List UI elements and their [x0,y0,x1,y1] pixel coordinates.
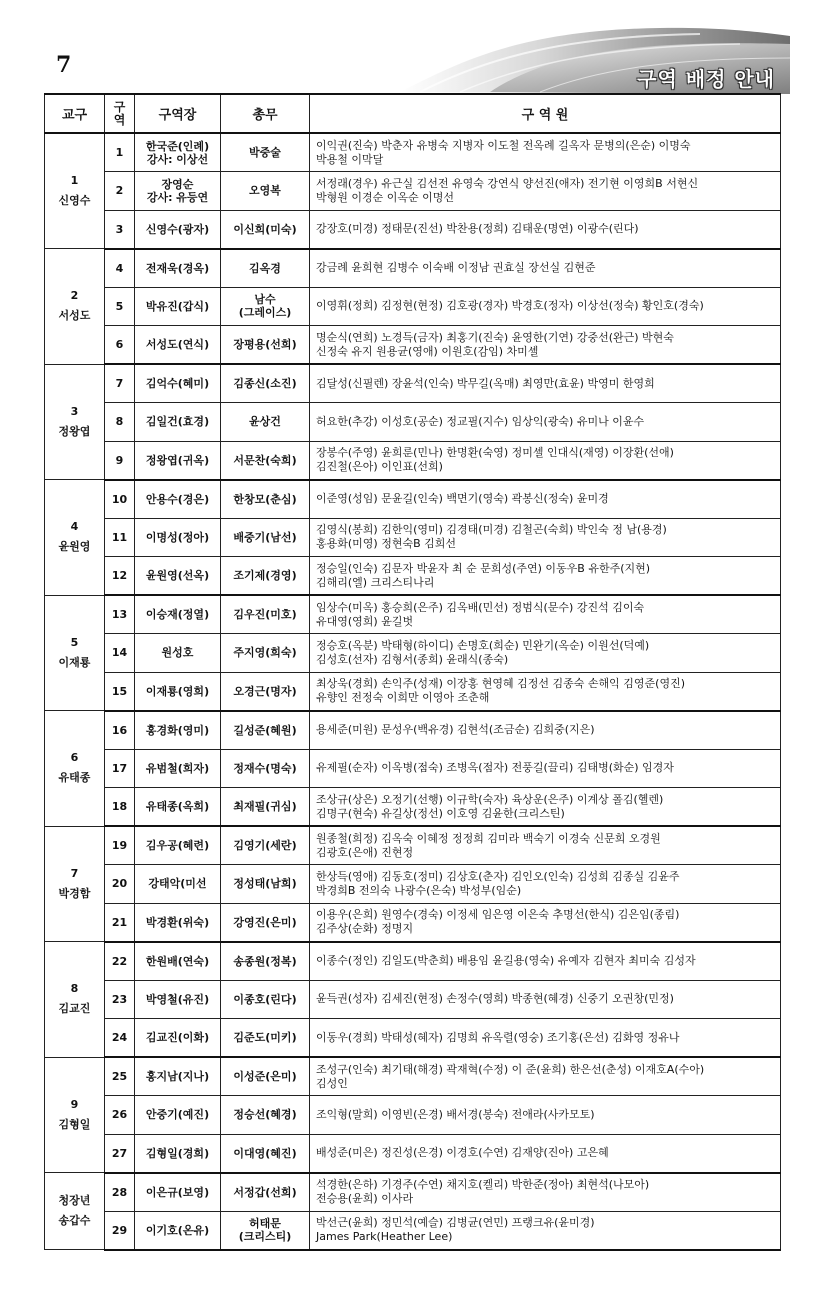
table-row [45,634,781,673]
table-row [45,287,781,326]
leader-cell [135,287,221,326]
leader-line: 이은규(보영) [145,1185,210,1199]
treasurer-line: 김옥경 [249,261,281,275]
treasurer-cell [221,1134,310,1173]
header-parish: 교구 [45,94,105,133]
parish-cell [45,1057,105,1173]
leader-cell [135,210,221,249]
treasurer-line: 오경근(명자) [233,684,297,698]
header-leader: 구역장 [135,94,221,133]
members-line: 한상득(영애) 김동호(정미) 김상호(춘자) 김인오(인숙) 김성희 김종실 김윤주 [316,869,680,883]
treasurer-line: 윤상건 [249,415,281,429]
treasurer-cell [221,1019,310,1058]
leader-cell [135,1019,221,1058]
district-number-cell: 27 [105,1134,135,1173]
members-line: 조익형(말희) 이영빈(은경) 배서경(봉숙) 전애라(사카모토) [316,1107,595,1121]
treasurer-cell [221,133,310,172]
members-cell [310,403,781,442]
leader-cell [135,942,221,981]
members-line: 박선근(윤희) 정민석(예슬) 김병균(연민) 프랭크유(윤미경) [316,1216,595,1229]
table-row [45,249,781,288]
table-row [45,518,781,557]
members-cell [310,172,781,211]
members-cell [310,865,781,904]
members-line: 이용우(은희) 원영수(경숙) 이정세 임은영 이은숙 추명선(한식) 김은임(종림) [316,908,680,921]
table-row [45,1211,781,1250]
members-line: 최상욱(경희) 손익주(성재) 이장홍 현영혜 김정선 김종숙 손해익 김영준(영진) [316,677,686,690]
district-number-cell: 28 [105,1173,135,1212]
leader-line: 이기호(온유) [145,1223,210,1237]
members-line: 박경희B 전의숙 나광수(은숙) 박성부(임순) [316,883,522,897]
treasurer-line: 이대영(혜진) [233,1146,297,1160]
treasurer-cell [221,1096,310,1135]
table-row [45,557,781,596]
treasurer-line: 김우진(미호) [233,608,297,621]
treasurer-line: 정승선(혜경) [233,1108,297,1122]
header-district-no [105,94,135,133]
members-line: 김성호(선자) 김형서(종희) 윤래식(종숙) [316,652,509,666]
parish-line: 신영수 [58,194,91,207]
leader-cell [135,133,221,172]
parish-line: 4 [70,520,79,534]
treasurer-cell [221,865,310,904]
leader-line: 한국준(인례) [145,139,210,153]
district-number-cell: 7 [105,364,135,403]
leader-line: 서성도(연식) [145,338,210,351]
members-cell [310,634,781,673]
treasurer-line: 이신희(미숙) [233,222,297,236]
members-line: 장봉수(주영) 윤희룬(민나) 한명환(숙영) 정미셸 인대식(재영) 이장환(선애) [316,446,674,459]
members-line: 조성구(인숙) 최기태(해경) 곽재혁(수정) 이 준(윤희) 한은선(춘성) 이재호A(수아) [316,1062,705,1076]
members-line: 정승일(인숙) 김문자 박윤자 최 순 문희성(주연) 이동우B 유한주(지현) [316,561,651,575]
members-line: 정승호(옥분) 박태형(하이디) 손명호(희순) 민완기(옥순) 이원선(덕예) [316,638,650,652]
table-row [45,1019,781,1058]
table-row [45,210,781,249]
leader-line: 강사: 유등연 [146,190,209,204]
district-number-cell: 20 [105,865,135,904]
leader-line: 이승재(정열) [145,608,210,621]
district-number-cell: 29 [105,1211,135,1250]
district-number-cell: 26 [105,1096,135,1135]
table-row [45,595,781,634]
parish-cell [45,942,105,1058]
table-row [45,441,781,480]
leader-cell [135,903,221,942]
leader-line: 한원배(연숙) [145,954,210,968]
treasurer-line: 남수 [254,293,276,307]
members-line: 김영식(봉희) 김한익(영미) 김경태(미경) 김철곤(숙희) 박인숙 정 남(용경) [316,523,667,537]
members-line: 강금례 윤희현 김병수 이숙배 이정남 권효실 장선실 김현준 [316,261,596,274]
members-line: 윤득권(성자) 김세진(현정) 손정수(영희) 박종현(혜경) 신중기 오권창(민정) [316,992,674,1006]
treasurer-cell [221,557,310,596]
treasurer-line: 서문찬(숙희) [233,453,297,467]
members-cell [310,672,781,711]
members-cell [310,326,781,365]
leader-line: 김교진(이화) [145,1031,210,1044]
members-line: 전승용(윤희) 이사라 [316,1192,414,1205]
treasurer-line: 배중기(남선) [233,530,297,544]
leader-line: 박경환(위숙) [145,915,210,929]
members-line: 임상수(미옥) 홍승희(은주) 김옥배(민선) 정범식(문수) 강진석 김이숙 [316,600,645,614]
parish-line: 정왕엽 [58,424,91,438]
page-title: 구역 배정 안내 [637,67,775,91]
leader-cell [135,1134,221,1173]
members-line: 김진철(은아) 이인표(선희) [316,460,443,473]
members-line: 조상규(상은) 오정기(선행) 이규학(숙자) 육상운(은주) 이계상 폴김(헬렌) [316,792,664,806]
parish-line: 1 [70,174,79,187]
leader-cell [135,364,221,403]
leader-cell [135,711,221,750]
members-cell [310,441,781,480]
treasurer-cell [221,903,310,942]
table-row [45,865,781,904]
treasurer-cell [221,749,310,788]
leader-line: 김형일(경희) [145,1146,210,1160]
treasurer-cell [221,634,310,673]
district-number-cell: 13 [105,595,135,634]
treasurer-cell [221,249,310,288]
table-row [45,364,781,403]
leader-line: 윤원영(선옥) [145,569,210,582]
treasurer-line: 송종원(정복) [233,954,297,968]
treasurer-cell [221,518,310,557]
treasurer-cell [221,672,310,711]
members-line: 김광호(은애) 진현정 [316,845,414,859]
leader-line: 원성호 [161,646,194,660]
members-line: 유향인 전정숙 이희만 이영아 조춘해 [316,691,490,704]
treasurer-cell [221,711,310,750]
leader-cell [135,1173,221,1212]
members-line: 배성준(미은) 정진성(은경) 이경호(수연) 김재양(진아) 고은혜 [316,1146,609,1159]
members-cell [310,942,781,981]
treasurer-cell [221,942,310,981]
treasurer-line: 주지영(희숙) [233,646,297,660]
parish-line: 5 [70,635,79,649]
district-number-cell: 17 [105,749,135,788]
treasurer-line: 김영기(세란) [233,839,297,852]
leader-cell [135,788,221,827]
treasurer-cell [221,326,310,365]
leader-cell [135,1057,221,1096]
members-line: 홍용화(미영) 정현숙B 김희선 [316,537,457,551]
header-district-no-label: 구 역 [113,99,126,127]
members-cell [310,557,781,596]
district-number-cell: 21 [105,903,135,942]
parish-line: 윤원영 [58,540,91,554]
members-cell [310,1211,781,1250]
leader-cell [135,865,221,904]
members-cell [310,518,781,557]
members-cell [310,1134,781,1173]
members-line: 이준영(성임) 문윤길(인숙) 백면기(영숙) 곽봉신(정숙) 윤미경 [316,492,609,505]
treasurer-cell [221,595,310,634]
leader-line: 박영철(유진) [145,992,210,1006]
treasurer-cell [221,172,310,211]
leader-cell [135,1211,221,1250]
district-number-cell: 22 [105,942,135,981]
treasurer-line: 서정갑(선희) [233,1185,297,1199]
leader-line: 김일건(효경) [145,415,210,429]
members-cell [310,249,781,288]
members-line: 이영휘(정희) 김정현(현정) 김호광(경자) 박경호(정자) 이상선(정숙) 황인호(경숙) [316,299,704,313]
district-number-cell: 23 [105,980,135,1019]
table-body [45,133,781,1250]
treasurer-cell [221,1173,310,1212]
district-number-cell: 9 [105,441,135,480]
members-line: 강장호(미경) 정태문(진선) 박찬용(정희) 김태운(명연) 이광수(린다) [316,222,639,235]
members-cell [310,1057,781,1096]
members-line: 김명구(현숙) 유길상(정선) 이호영 김윤한(크리스틴) [316,806,565,820]
district-number-cell: 14 [105,634,135,673]
leader-cell [135,172,221,211]
leader-line: 박유진(갑식) [145,299,210,313]
leader-line: 정왕엽(귀옥) [145,453,210,467]
members-cell [310,287,781,326]
table-row [45,133,781,172]
leader-line: 안용수(경은) [145,492,210,506]
table-row [45,172,781,211]
table-row [45,1173,781,1212]
members-line: 원종철(희정) 김옥숙 이혜정 정정희 김미라 백숙기 이경숙 신문희 오경원 [316,831,661,845]
header-treasurer: 총무 [221,94,310,133]
table-row [45,480,781,519]
members-cell [310,1096,781,1135]
parish-cell [45,826,105,942]
table-row [45,672,781,711]
district-number-cell: 25 [105,1057,135,1096]
treasurer-cell [221,441,310,480]
members-line: 이종수(정인) 김일도(박춘희) 배용임 윤길용(영숙) 유예자 김현자 최미숙 김성자 [316,954,696,967]
leader-cell [135,557,221,596]
members-cell [310,210,781,249]
district-number-cell: 24 [105,1019,135,1058]
table-row [45,1096,781,1135]
leader-cell [135,749,221,788]
parish-line: 7 [70,866,79,880]
members-line: 서정래(경우) 유근실 김선전 유영숙 강연식 양선진(애자) 전기현 이영희B 서현신 [316,176,699,190]
parish-line: 8 [70,982,79,996]
parish-line: 김형일 [58,1117,91,1131]
treasurer-cell [221,788,310,827]
members-line: 용세준(미원) 문성우(백유경) 김현석(조금순) 김희중(지은) [316,723,595,736]
members-line: 명순식(연희) 노경득(금자) 최홍기(진숙) 윤영한(기연) 강중선(완근) 박현숙 [316,330,674,344]
treasurer-cell [221,287,310,326]
members-cell [310,1019,781,1058]
treasurer-cell [221,980,310,1019]
members-line: James Park(Heather Lee) [316,1230,453,1243]
leader-line: 안중기(예진) [145,1108,210,1122]
district-number-cell: 1 [105,133,135,172]
leader-cell [135,595,221,634]
treasurer-line: (크리스티) [238,1230,292,1243]
members-cell [310,364,781,403]
parish-cell [45,711,105,827]
table-row [45,826,781,865]
district-number-cell: 8 [105,403,135,442]
treasurer-line: (그레이스) [238,306,292,320]
parish-line: 유태종 [58,771,91,785]
parish-line: 9 [70,1097,79,1111]
treasurer-line: 오영복 [249,184,281,198]
district-number-cell: 3 [105,210,135,249]
parish-cell [45,480,105,596]
members-line: 김달성(신필렌) 장윤석(인숙) 박무길(옥매) 최영만(효윤) 박영미 한영희 [316,376,655,390]
treasurer-cell [221,826,310,865]
district-number-cell: 19 [105,826,135,865]
district-number-cell: 4 [105,249,135,288]
table-row [45,326,781,365]
parish-cell [45,595,105,711]
members-line: 유제필(순자) 이옥병(점숙) 조병옥(점자) 전풍길(끌리) 김태병(화순) 임경자 [316,761,674,775]
table-row [45,980,781,1019]
treasurer-line: 김준도(미키) [233,1031,297,1044]
leader-line: 전재욱(경옥) [145,261,210,275]
treasurer-line: 강영진(은미) [233,915,297,929]
header-members: 구 역 원 [310,94,781,133]
table-header-row [45,94,781,133]
district-number-cell: 16 [105,711,135,750]
table-row [45,711,781,750]
leader-cell [135,326,221,365]
leader-line: 김억수(혜미) [145,377,210,390]
district-number-cell: 2 [105,172,135,211]
members-line: 허요한(추강) 이성호(공순) 정교필(지수) 임상익(광숙) 유미나 이윤수 [316,414,645,428]
members-line: 박용철 이막달 [316,152,384,166]
members-cell [310,133,781,172]
treasurer-cell [221,210,310,249]
leader-cell [135,980,221,1019]
leader-cell [135,634,221,673]
leader-cell [135,1096,221,1135]
treasurer-line: 김종신(소진) [233,377,297,390]
leader-cell [135,480,221,519]
district-number-cell: 11 [105,518,135,557]
leader-line: 이명성(정아) [145,530,210,544]
parish-line: 송갑수 [58,1214,91,1227]
leader-line: 김우공(혜련) [145,839,210,852]
leader-cell [135,441,221,480]
parish-cell [45,1173,105,1250]
treasurer-line: 박중술 [249,146,281,159]
table-row [45,788,781,827]
parish-line: 박경함 [58,886,91,900]
leader-line: 홍경화(영미) [145,723,210,737]
table-row [45,403,781,442]
treasurer-cell [221,1211,310,1250]
members-line: 신정숙 유지 원용균(영애) 이원호(감임) 차미셸 [316,344,539,358]
district-number-cell: 10 [105,480,135,519]
treasurer-line: 이성준(은미) [233,1070,297,1083]
members-cell [310,595,781,634]
parish-cell [45,133,105,249]
members-line: 김해리(엘) 크리스티나리 [316,575,435,589]
treasurer-line: 이종호(린다) [233,992,297,1006]
parish-line: 이재룡 [58,655,91,669]
members-cell [310,749,781,788]
parish-line: 2 [70,289,79,303]
treasurer-line: 장평용(선희) [233,338,297,351]
district-number-cell: 18 [105,788,135,827]
members-cell [310,826,781,865]
district-assignment-table [44,93,781,1251]
members-line: 김성인 [316,1076,348,1090]
treasurer-cell [221,364,310,403]
members-cell [310,788,781,827]
treasurer-cell [221,1057,310,1096]
members-cell [310,711,781,750]
members-line: 김주상(순화) 정명지 [316,922,414,935]
parish-line: 김교진 [58,1002,91,1016]
treasurer-line: 정성태(남희) [233,877,297,891]
members-cell [310,980,781,1019]
leader-line: 신영수(광자) [145,222,210,236]
leader-cell [135,249,221,288]
members-line: 박형원 이경순 이옥순 이명선 [316,190,455,204]
treasurer-line: 한창모(춘심) [233,492,297,506]
leader-line: 유범철(희자) [145,761,210,775]
table-row [45,1134,781,1173]
leader-line: 이재룡(영희) [145,684,210,698]
members-line: 이동우(경희) 박태성(혜자) 김명희 유옥렬(영숭) 조기홍(은선) 김화영 정유나 [316,1030,680,1044]
parish-cell [45,364,105,480]
members-line: 석경한(은하) 기경주(수연) 채지호(켈리) 박한준(정아) 최현석(나모아) [316,1178,650,1191]
parish-line: 6 [70,751,79,765]
treasurer-line: 조기제(경영) [233,569,297,582]
treasurer-line: 허태문 [249,1217,281,1230]
treasurer-cell [221,403,310,442]
members-line: 이익권(진숙) 박춘자 유병숙 지병자 이도철 전옥례 길옥자 문병의(은순) 이명숙 [316,138,691,152]
parish-line: 청장년 [58,1194,91,1207]
table-row [45,1057,781,1096]
members-cell [310,1173,781,1212]
treasurer-line: 최재필(귀심) [233,800,297,813]
parish-line: 서성도 [58,309,91,323]
leader-line: 강사: 이상선 [146,152,209,166]
district-number-cell: 15 [105,672,135,711]
parish-line: 3 [70,404,79,418]
district-number-cell: 6 [105,326,135,365]
treasurer-cell [221,480,310,519]
leader-line: 홍지남(지나) [145,1070,210,1083]
table-row [45,903,781,942]
leader-cell [135,403,221,442]
leader-cell [135,518,221,557]
parish-cell [45,249,105,365]
treasurer-line: 길성준(혜원) [233,723,297,737]
district-number-cell: 5 [105,287,135,326]
page-number: 7 [56,52,72,78]
leader-cell [135,826,221,865]
table-row [45,749,781,788]
district-number-cell: 12 [105,557,135,596]
leader-line: 강태악(미선 [148,877,207,891]
table-row [45,942,781,981]
members-cell [310,903,781,942]
leader-line: 유태종(옥희) [145,800,210,813]
leader-line: 장영순 [161,177,194,191]
members-cell [310,480,781,519]
members-line: 유대영(영희) 윤길벗 [316,614,414,628]
treasurer-line: 정재수(명숙) [233,761,297,775]
leader-cell [135,672,221,711]
